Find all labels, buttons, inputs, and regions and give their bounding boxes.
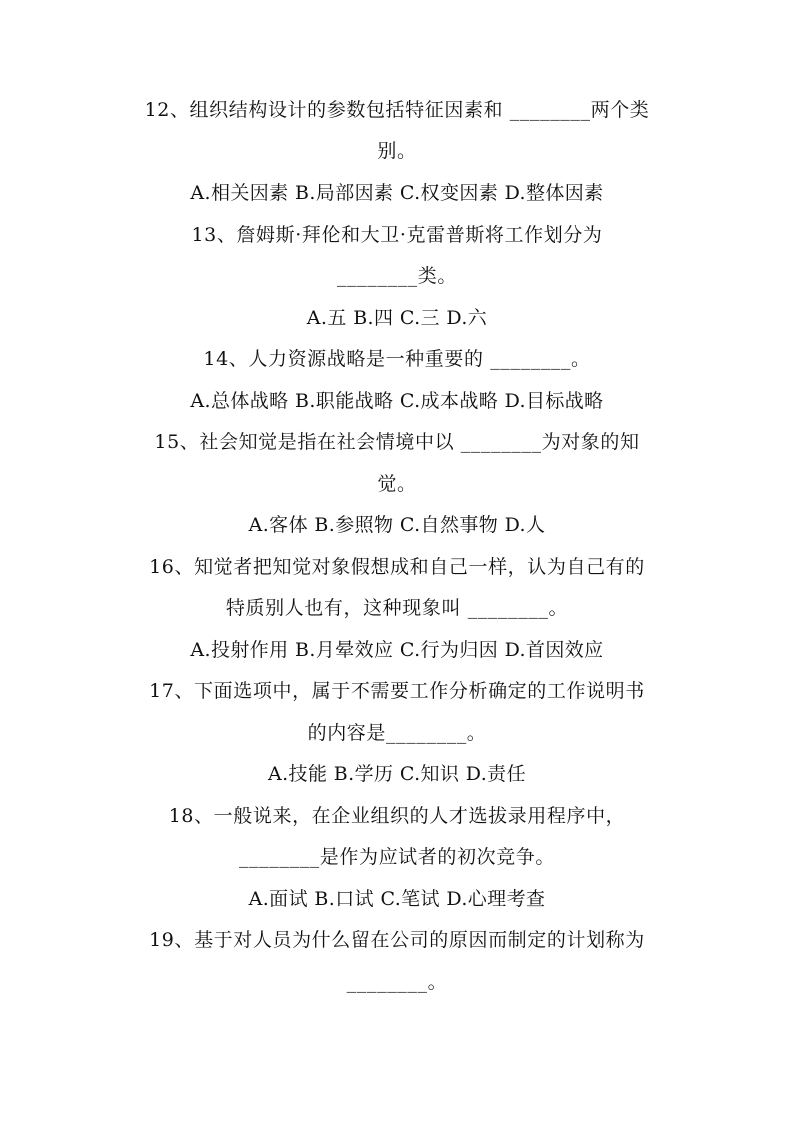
question-16-options: A.投射作用 B.月晕效应 C.行为归因 D.首因效应 [190,639,604,661]
question-13-line-2: ________类。 [336,265,457,287]
question-18-options: A.面试 B.口试 C.笔试 D.心理考查 [248,888,546,910]
question-19-line-1: 19、基于对人员为什么留在公司的原因而制定的计划称为 [149,929,645,951]
question-12-line-1: 12、组织结构设计的参数包括特征因素和 ________两个类 [144,99,650,121]
question-14-line-1: 14、人力资源战略是一种重要的 ________。 [203,348,591,370]
question-13-options: A.五 B.四 C.三 D.六 [306,307,488,329]
question-14-options: A.总体战略 B.职能战略 C.成本战略 D.目标战略 [190,390,604,412]
question-13-line-1: 13、詹姆斯·拜伦和大卫·克雷普斯将工作划分为 [191,224,603,246]
question-17-line-1: 17、下面选项中，属于不需要工作分析确定的工作说明书 [149,680,645,702]
question-17-line-2: 的内容是________。 [307,722,487,744]
question-17-options: A.技能 B.学历 C.知识 D.责任 [268,763,526,785]
question-19-line-2: ________。 [346,971,448,993]
question-12-options: A.相关因素 B.局部因素 C.权变因素 D.整体因素 [190,182,604,204]
question-16-line-2: 特质别人也有，这种现象叫 ________。 [225,597,569,619]
question-15-line-2: 觉。 [377,473,417,495]
question-16-line-1: 16、知觉者把知觉对象假想成和自己一样，认为自己有的 [149,556,645,578]
question-18-line-2: ________是作为应试者的初次竞争。 [238,846,555,868]
question-15-line-1: 15、社会知觉是指在社会情境中以 ________为对象的知 [154,431,640,453]
question-18-line-1: 18、一般说来，在企业组织的人才选拔录用程序中， [168,805,626,827]
question-12-line-2: 别。 [377,140,417,162]
question-15-options: A.客体 B.参照物 C.自然事物 D.人 [248,514,546,536]
